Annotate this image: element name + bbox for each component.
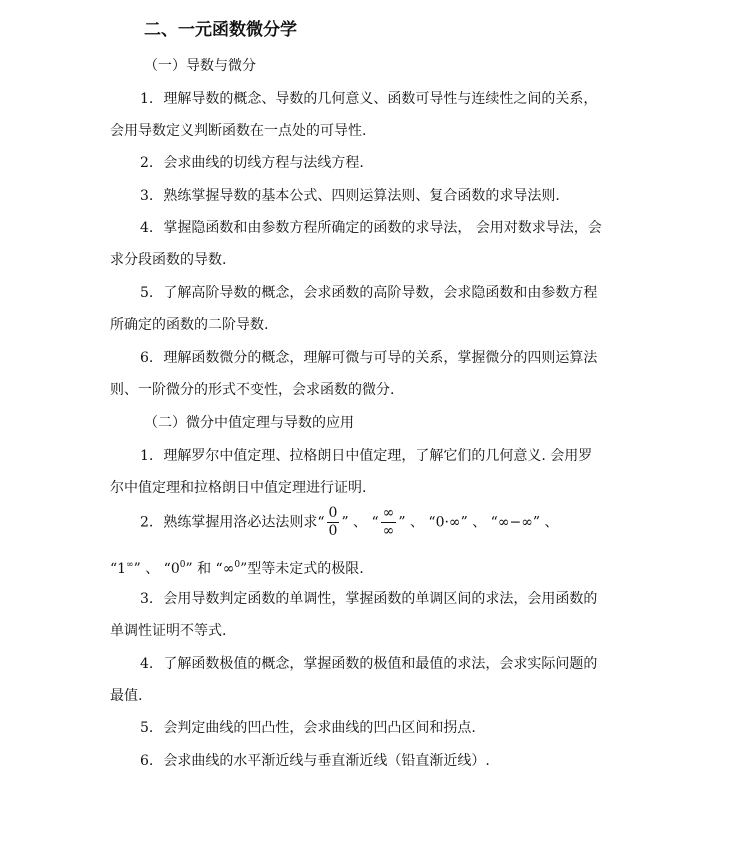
- item-number: 4.: [140, 656, 154, 672]
- chapter-heading: 二、一元函数微分学: [144, 20, 297, 40]
- item-text: 会求曲线的水平渐近线与垂直渐近线（铅直渐近线）.: [163, 753, 490, 769]
- item-number: 5.: [140, 285, 154, 301]
- list-item: [140, 589, 597, 609]
- expr-zero-times-inf: 0·∞: [435, 514, 461, 531]
- item-number: 1.: [140, 91, 154, 107]
- item-text: 了解高阶导数的概念，会求函数的高阶导数，会求隐函数和由参数方程: [163, 285, 598, 301]
- expr-inf-minus-inf: ∞−∞: [497, 514, 533, 531]
- section2-title: （二）微分中值定理与导数的应用: [144, 415, 354, 431]
- item-continuation-limits: “1∞” 、 “$0^0$” 和 “∞$^0$”型等未定式的极限.: [110, 560, 364, 577]
- list-item: [140, 186, 560, 206]
- item-continuation: 则、一阶微分的形式不变性，会求函数的微分.: [110, 382, 395, 398]
- item-number: 4.: [140, 220, 154, 236]
- item-text: 理解导数的概念、导数的几何意义、函数可导性与连续性之间的关系，: [163, 91, 598, 107]
- list-item: [140, 446, 592, 466]
- list-item: [140, 348, 597, 368]
- item-number: 3.: [140, 591, 154, 607]
- item-continuation: 会用导数定义判断函数在一点处的可导性.: [110, 123, 367, 139]
- item-text: 熟练掌握用洛必达法则求: [163, 514, 318, 531]
- list-item: [140, 718, 476, 738]
- item-suffix: 型等未定式的极限.: [247, 561, 364, 577]
- item-number: 2.: [140, 155, 154, 171]
- item-text: 掌握隐函数和由参数方程所确定的函数的求导法， 会用对数求导法，会: [163, 220, 602, 236]
- fraction-zero-over-zero: $\frac{0}{0}$: [328, 505, 338, 539]
- section1-title: （一）导数与微分: [144, 58, 256, 74]
- item-text: 理解罗尔中值定理、拉格朗日中值定理，了解它们的几何意义. 会用罗: [163, 448, 593, 464]
- list-item: [140, 751, 490, 771]
- item-text: 理解函数微分的概念，理解可微与可导的关系，掌握微分的四则运算法: [163, 350, 598, 366]
- item-continuation: 所确定的函数的二阶导数.: [110, 317, 269, 333]
- list-item: [140, 218, 602, 238]
- item-text: 熟练掌握导数的基本公式、四则运算法则、复合函数的求导法则.: [163, 188, 560, 204]
- item-continuation: 单调性证明不等式.: [110, 623, 227, 639]
- list-item: [140, 654, 597, 674]
- item-continuation: 求分段函数的导数.: [110, 252, 227, 268]
- and-word: 和: [197, 561, 212, 577]
- list-item: [140, 153, 364, 173]
- expr-inf-pow-zero: ∞$^0$: [222, 560, 241, 577]
- item-text: 会求曲线的切线方程与法线方程.: [163, 155, 364, 171]
- item-text: 了解函数极值的概念，掌握函数的极值和最值的求法，会求实际问题的: [163, 656, 598, 672]
- list-item: [140, 89, 597, 109]
- list-item: [140, 283, 597, 303]
- item-number: 2.: [140, 514, 154, 531]
- item-text: 会判定曲线的凹凸性，会求曲线的凹凸区间和拐点.: [163, 720, 476, 736]
- expr-one-pow-inf: 1∞: [117, 560, 134, 577]
- expr-zero-pow-zero: $0^0$: [170, 560, 186, 577]
- item-number: 5.: [140, 720, 154, 736]
- item-number: 3.: [140, 188, 154, 204]
- item-number: 6.: [140, 350, 154, 366]
- item-continuation: 尔中值定理和拉格朗日中值定理进行证明.: [110, 480, 367, 496]
- item-text: 会用导数判定函数的单调性，掌握函数的单调区间的求法，会用函数的: [163, 591, 598, 607]
- item-number: 1.: [140, 448, 154, 464]
- fraction-inf-over-inf: $\frac{\infty}{\infty}$: [382, 505, 395, 539]
- item-continuation: 最值.: [110, 688, 143, 704]
- list-item-limits: 2. 熟练掌握用洛必达法则求“ $\frac{0}{0}$ ” 、 “ $\frac{\infty}{\infty}$ ” 、 “0·∞” 、 “∞−∞” 、: [140, 505, 559, 539]
- item-number: 6.: [140, 753, 154, 769]
